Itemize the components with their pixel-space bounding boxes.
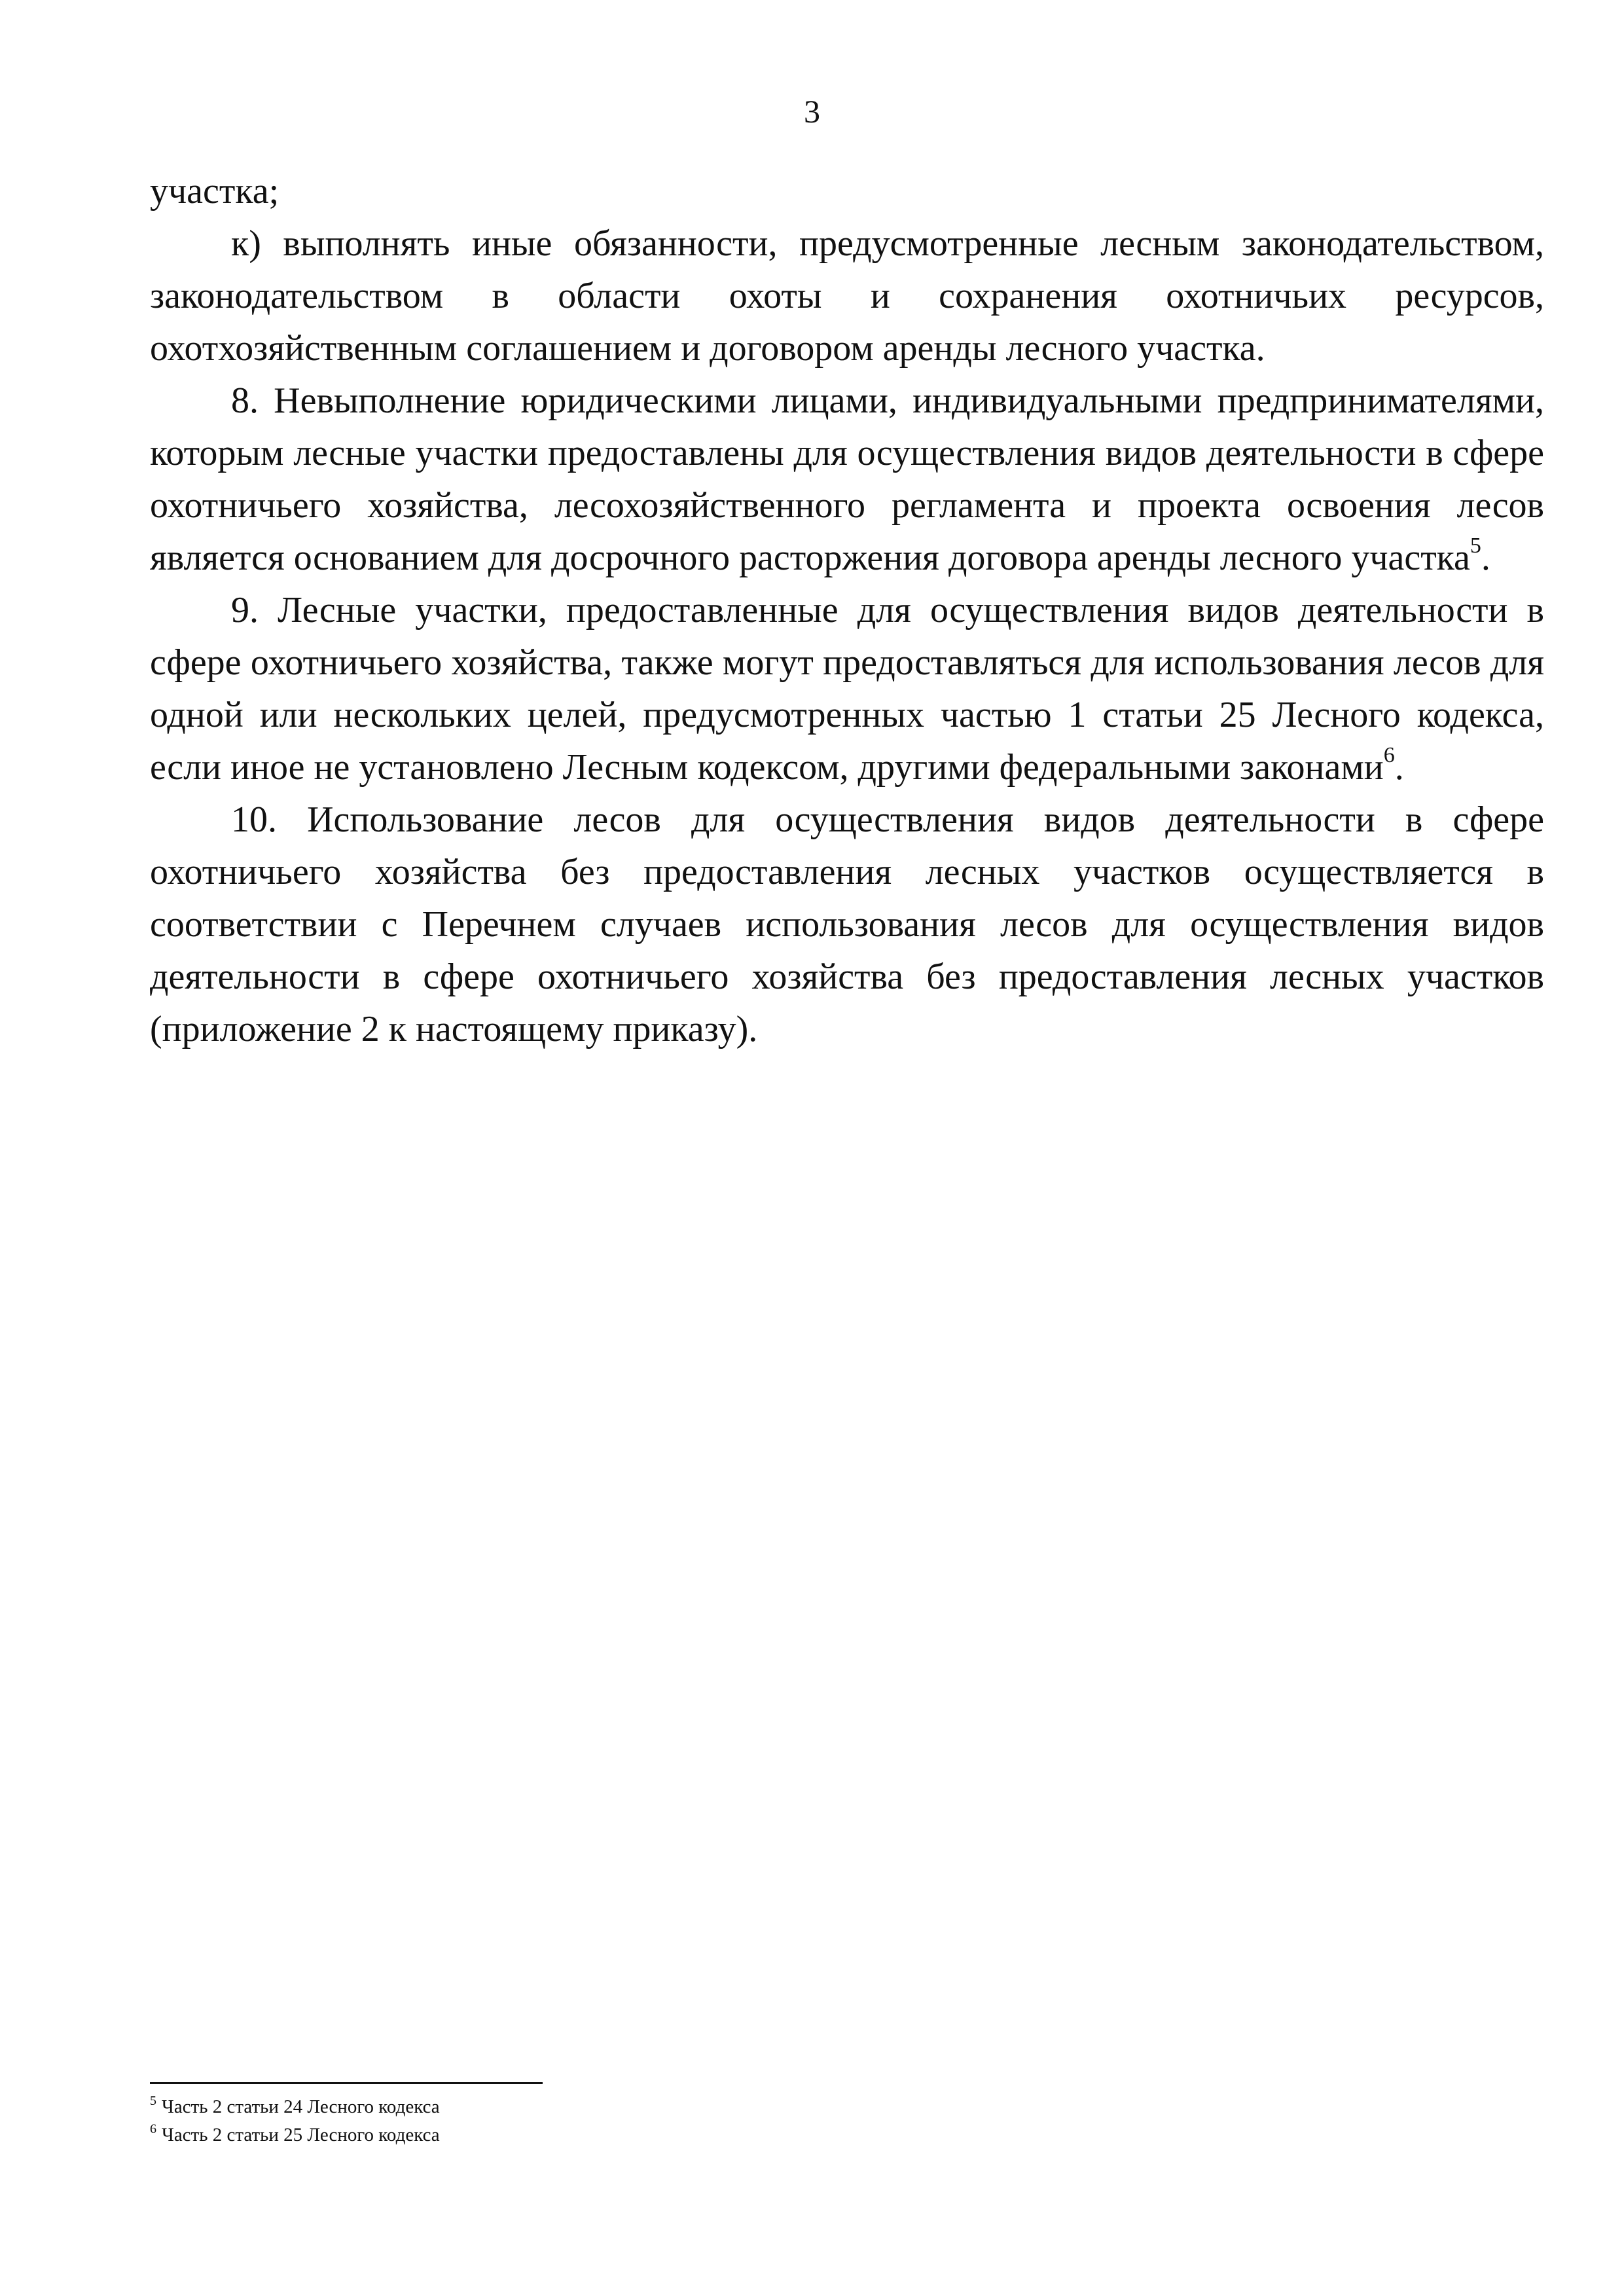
footnote-6 xyxy=(150,2122,1132,2150)
paragraph-item-10 xyxy=(150,793,1544,1055)
paragraph-item-9 xyxy=(150,584,1544,793)
paragraph-item-8 xyxy=(150,374,1544,584)
paragraph-continuation xyxy=(150,165,1544,217)
paragraph-text: участка; xyxy=(150,171,280,211)
paragraph-item-k xyxy=(150,217,1544,374)
page-number: 3 xyxy=(804,93,820,130)
footnote-text: Часть 2 статьи 25 Лесного кодекса xyxy=(162,2124,440,2145)
footnote-text: Часть 2 статьи 24 Лесного кодекса xyxy=(162,2096,440,2117)
footnotes xyxy=(150,2094,1132,2150)
footnote-5 xyxy=(150,2094,1132,2122)
paragraph-text: 10. Использование лесов для осуществления видов деятельности в сфере охотничьего хозяйства без предоставления лесных участков осуществляется в соответствии с Перечнем случаев использования лесов для осуществления видов деятельности в сфере охотничьего хозяйства без предоставления лесных участков (приложение 2 к настоящему приказу). xyxy=(150,799,1544,1049)
paragraph-text: 8. Невыполнение юридическими лицами, индивидуальными предпринимателями, которым лесные участки предоставлены для осуществления видов деятельности в сфере охотничьего хозяйства, лесохозяйственного регламента и проекта освоения лесов является основанием для досрочного расторжения договора аренды лесного участка xyxy=(150,380,1544,578)
paragraph-text: 9. Лесные участки, предоставленные для осуществления видов деятельности в сфере охотничьего хозяйства, также могут предоставляться для использования лесов для одной или нескольких целей, предусмотренных частью 1 статьи 25 Лесного кодекса, если иное не установлено Лесным кодексом, другими федеральными законами xyxy=(150,590,1544,788)
document-body xyxy=(150,165,1544,1055)
footnote-ref-6[interactable]: 6 xyxy=(1383,743,1395,768)
footnote-separator xyxy=(150,2082,543,2084)
footnote-ref-5[interactable]: 5 xyxy=(1470,534,1481,558)
footnote-mark: 6 xyxy=(150,2122,156,2136)
paragraph-text: к) выполнять иные обязанности, предусмотренные лесным законодательством, законодательством в области охоты и сохранения охотничьих ресурсов, охотхозяйственным соглашением и договором аренды лесного участка. xyxy=(150,223,1544,369)
paragraph-end-punct: . xyxy=(1394,747,1404,788)
footnote-mark: 5 xyxy=(150,2094,156,2108)
paragraph-end-punct: . xyxy=(1481,538,1490,578)
